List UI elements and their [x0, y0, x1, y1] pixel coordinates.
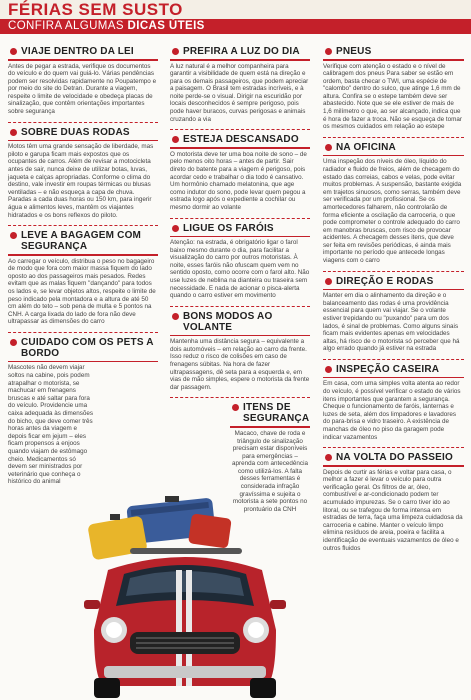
- bullet-icon: [10, 339, 17, 346]
- column-middle: [170, 44, 310, 519]
- page-subtitle: [8, 20, 205, 33]
- bullet-icon: [172, 313, 179, 320]
- bullet-icon: [325, 144, 332, 151]
- section-divider: [323, 447, 464, 448]
- section-divider: [323, 271, 464, 272]
- section-bons-modos: [170, 311, 310, 392]
- section-sobre-duas-rodas: [8, 127, 158, 219]
- section-body: Mantenha uma distância segura – equivalente a dois automóveis – em relação ao carro da frente. Isso reduz o risco de colisões em caso de frenagens súbitas. Na hora de fazer ultrapassagens, dê seta para a esquerda e, em vias de mão simples, espere o motorista da frente dar passagem.: [170, 338, 310, 391]
- heading-rule: [323, 289, 464, 291]
- section-body: Macaco, chave de roda e triângulo de sinalização precisam estar disponíveis para emergências – aprenda com antecedência como utilizá-los. A falta desses ferramentas é considerada infração gravíssima e sujeita o motorista a sete pontos no prontuário da CNH: [232, 429, 308, 513]
- section-heading: VIAJE DENTRO DA LEI: [8, 46, 158, 57]
- section-heading: PREFIRA A LUZ DO DIA: [170, 46, 310, 57]
- section-divider: [170, 129, 310, 130]
- section-body: Mascotes não devem viajar soltos na cabine, pois podem atrapalhar o motorista, se machucar em frenagens bruscas e até saltar para fora do veículo. Providencie uma caixa adequada às dimensões do bicho, que deve comer três horas antes da viagem e depois ficar em jejum – eles ficam propensos a enjoos quando viajam de estômago cheio. Medicamentos só devem ser ministrados por veterinário que conheça o histórico do animal: [8, 364, 94, 486]
- section-heading: DIREÇÃO E RODAS: [323, 276, 464, 287]
- heading-rule: [170, 335, 310, 337]
- section-heading: NA VOLTA DO PASSEIO: [323, 452, 464, 463]
- heading-rule: [8, 59, 158, 61]
- heading-rule: [8, 361, 158, 363]
- section-body: Ao carregar o veículo, distribua o peso no bagageiro de modo que fora com maior massa fiquem do lado oposto ao dos passageiros mais pesados. Redes evitam que as malas fiquem "dançando" para todos os lados e, se levar objetos altos, respeite o limite de peso indicado pela montadora e a altura de até 50 cm além do teto – sob pena de multa e 5 pontos na CNH. A carga lixada do lado de fora não deve ultrapassar as dimensões do carro: [8, 257, 156, 326]
- section-body: Antes de pegar a estrada, verifique os documentos do veículo e do quem vai guiá-lo. Várias pendências podem ser resolvidas rapidamente no Poupatempo e por meio do site do Detran. Durante a viagem, respeite o limite de velocidade e obedeça placas de sinalização, que contêm orientações importantes sobre segurança: [8, 62, 157, 116]
- section-body: O motorista deve ter uma boa noite de sono – de pelo menos oito horas – antes de partir. Sair direto do batente para a viagem é perigoso, pois acordar cedo e trabalhar o dia todo é cansativo. Um hormônio chamado melatonina, que age como indutor do sono, pode levar quem pegou a estrada logo após o expediente a cochilar ou mesmo dormir ao volante: [170, 150, 307, 211]
- section-inspecao-caseira: [323, 364, 464, 441]
- column-right: [323, 44, 464, 558]
- section-divider: [8, 332, 158, 333]
- section-esteja-descansado: [170, 134, 310, 211]
- section-heading: LEVE A BAGAGEM COM SEGURANÇA: [8, 230, 158, 252]
- bullet-icon: [10, 48, 17, 55]
- section-body: A luz natural é a melhor companheira para garantir a visibilidade de quem está na direção e para os demais passageiros, que podem apreciar a paisagem. O Brasil tem estradas incríveis, e à noite perde-se o visual. Dirigir na escuridão por locais desconhecidos é sempre perigoso, pois pode haver buracos, curvas perigosas e animais cruzando a via: [170, 62, 309, 123]
- page-header: [0, 0, 471, 34]
- section-body: Verifique com atenção o estado e o nível de calibragem dos pneus Para saber se estão em ordem, basta checar o TWI, uma espécie de "calombo" dentro do sulco, que atinge 1,6 mm de altura. Confira se o estepe também deve ser abastecido. Note que se ele estiver de mais de 1,6 milímetro o que, ao ser alcançado, indica que é hora de fazer a troca. Não se esqueça de tomar os mesmos cuidados em relação ao estepe: [323, 62, 462, 131]
- section-heading: ITENS DE SEGURANÇA: [230, 402, 310, 424]
- section-heading: PNEUS: [323, 46, 464, 57]
- heading-rule: [230, 426, 310, 428]
- section-heading: SOBRE DUAS RODAS: [8, 127, 158, 138]
- section-body: Depois de curtir as férias e voltar para casa, o melhor a fazer é levar o veículo para outra verificação geral. Os filtros de ar, óleo, combustível e ar-condicionado podem ter acumulado impurezas. Se o carro tiver ido ao litoral, ou se trafegou de forma intensa em estradas de terra, faça uma limpeza cuidadosa da carroceria e cabine. Manter o veículo limpo elimina resíduos de areia, poeira e facilita a identificação de eventuais vazamentos de óleo e outros fluidos: [323, 468, 463, 552]
- section-body: Motos têm uma grande sensação de liberdade, mas piloto e garupa ficam mais expostos que os ocupantes de carros. Além de revisar a motocicleta antes de sair, nunca deixe de utilizar botas, luvas, jaqueta e calças apropriadas. Conforme o clima do destino, vale investir em roupas térmicas ou blusas ventiladas – e não esqueça a capa de chuva. Paradas a cada duas horas ou 150 km, para ingerir água e alimentos leves, mantêm os viajantes hidratados e os bons reflexos do piloto.: [8, 143, 154, 219]
- bullet-icon: [172, 48, 179, 55]
- bullet-icon: [172, 136, 179, 143]
- section-divider: [170, 218, 310, 219]
- section-cuidado-com-os-pets: [8, 337, 158, 486]
- section-direcao-e-rodas: [323, 276, 464, 353]
- heading-rule: [323, 377, 464, 379]
- heading-rule: [323, 155, 464, 157]
- bullet-icon: [172, 225, 179, 232]
- section-pneus: [323, 46, 464, 131]
- section-divider: [8, 225, 158, 226]
- section-heading: NA OFICINA: [323, 142, 464, 153]
- car-icon: [84, 557, 286, 698]
- section-divider: [323, 137, 464, 138]
- bullet-icon: [325, 48, 332, 55]
- section-na-volta-do-passeio: [323, 452, 464, 552]
- section-heading: LIGUE OS FARÓIS: [170, 223, 310, 234]
- section-heading: BONS MODOS AO VOLANTE: [170, 311, 310, 333]
- heading-rule: [323, 59, 464, 61]
- section-viaje-dentro-da-lei: [8, 46, 158, 116]
- bullet-icon: [232, 404, 239, 411]
- bullet-icon: [325, 366, 332, 373]
- section-body: Atenção: na estrada, é obrigatório ligar o farol baixo mesmo durante o dia, para facilitar a visualização do carro por outros motoristas. À noite, esses faróis não ofuscam quem vem no sentido oposto, como ocorre com o farol alto. Não use luzes de neblina na dianteira ou traseira sem necessidade. E nada de acionar o pisca-alerta quando o carro estiver em movimento: [170, 239, 310, 300]
- heading-rule: [170, 59, 310, 61]
- heading-rule: [8, 254, 158, 256]
- page-title: FÉRIAS SEM SUSTO: [8, 0, 183, 19]
- column-left: [8, 44, 158, 492]
- section-divider: [8, 122, 158, 123]
- section-divider: [170, 306, 310, 307]
- section-body: Manter em dia o alinhamento da direção e o balanceamento das rodas é uma providência essencial para quem vai viajar. Se o volante estiver trepidando ou "puxando" para um dos lados, é sinal de problemas. Como alguns sinais ficam mais evidentes apenas em velocidades altas, há risco de o motorista só perceber que há algo errado quando já estiver na estrada: [323, 292, 460, 353]
- subtitle-bold: DICAS ÚTEIS: [127, 20, 205, 32]
- section-body: Uma inspeção dos níveis de óleo, líquido do radiador e fluido de freios, além de checagem do estado das correias, cabos e velas, pode evitar muitos problemas. A suspensão, bastante exigida em trajetos sinuosos, como serras, também deve ser verificada por um profissional. Se os amortecedores falharem, não controlarão de forma eficiente a oscilação da carroceria, o que pode comprometer o controle adequado do carro em manobras bruscas, com risco de provocar acidentes. A checagem desses itens, que deve ser feita em revisões periódicas, é ainda mais importante no período que antecede longas viagens com o carro: [323, 158, 462, 265]
- section-heading: ESTEJA DESCANSADO: [170, 134, 310, 145]
- heading-rule: [170, 147, 310, 149]
- subtitle-prefix: CONFIRA ALGUMAS: [8, 20, 128, 32]
- bullet-icon: [10, 129, 17, 136]
- section-ligue-os-farois: [170, 223, 310, 300]
- section-divider: [170, 397, 310, 398]
- heading-rule: [170, 236, 310, 238]
- section-heading: CUIDADO COM OS PETS A BORDO: [8, 337, 158, 359]
- heading-rule: [8, 140, 158, 142]
- bullet-icon: [325, 454, 332, 461]
- section-leve-a-bagagem: [8, 230, 158, 326]
- luggage-icon: [87, 496, 242, 560]
- section-prefira-a-luz-do-dia: [170, 46, 310, 123]
- bullet-icon: [10, 232, 17, 239]
- section-divider: [323, 359, 464, 360]
- subtitle-bar: [0, 19, 471, 34]
- section-body: Em casa, com uma simples volta atenta ao redor do veículo, é possível verificar o estado de vários itens importantes que garantem a segurança. Cheque o funcionamento de faróis, lanternas e luzes de seta, além dos limpadores e lavadores do para-brisa e vidro traseiro. A existência de manchas de óleo no piso da garagem pode indicar vazamentos: [323, 380, 461, 441]
- heading-rule: [323, 465, 464, 467]
- section-na-oficina: [323, 142, 464, 265]
- car-with-luggage-illustration: [70, 490, 300, 700]
- bullet-icon: [325, 278, 332, 285]
- section-heading: INSPEÇÃO CASEIRA: [323, 364, 464, 375]
